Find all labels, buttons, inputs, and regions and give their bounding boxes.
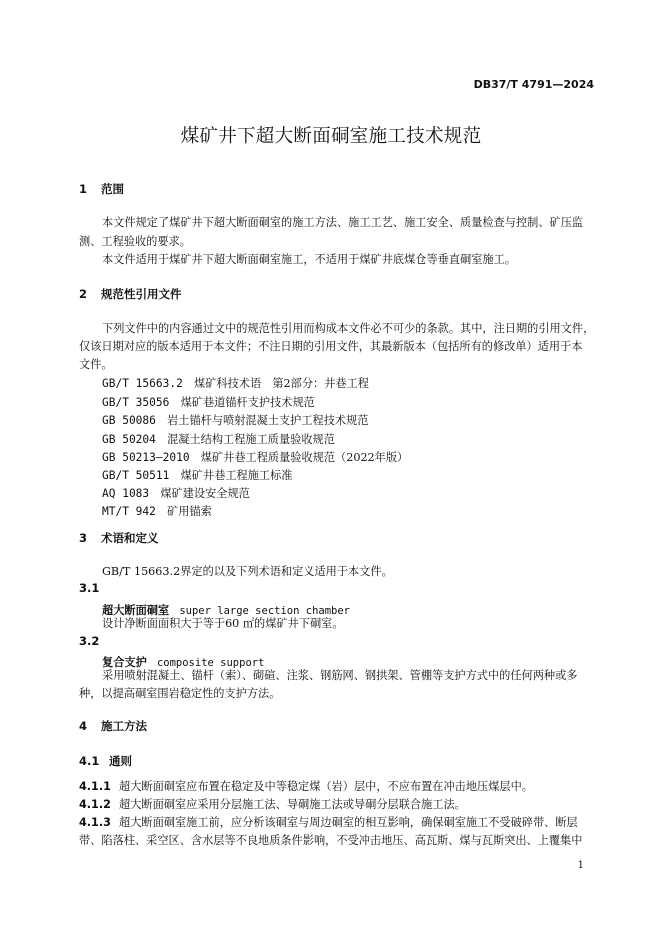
term-chinese: 超大断面硐室 (102, 604, 170, 617)
clause-item (79, 813, 578, 832)
section-number: 3 (79, 531, 88, 545)
reference-name: 煤矿井巷工程质量验收规范（2022年版） (200, 451, 409, 464)
section-title: 范围 (101, 182, 124, 196)
paragraph: GB/T 15663.2界定的以及下列术语和定义适用于本文件。 (102, 565, 393, 578)
section-number: 2 (79, 287, 88, 301)
reference-name: 煤矿科技术语 第2部分：井巷工程 (194, 377, 369, 390)
reference-item (102, 467, 292, 483)
section-3-heading (79, 530, 159, 546)
reference-code: GB 50086 (102, 414, 156, 427)
clause-number: 4.1.3 (79, 816, 111, 829)
reference-name: 煤矿井巷工程施工标准 (180, 469, 293, 482)
standard-number: DB37/T 4791—2024 (473, 78, 594, 91)
clause-text: 超大断面硐室应采用分层施工法、导硐施工法或导硐分层联合施工法。 (119, 798, 466, 811)
subsection-title: 通则 (109, 754, 132, 768)
reference-code: MT/T 942 (102, 505, 156, 518)
section-4-heading (79, 718, 147, 734)
section-title: 施工方法 (101, 719, 147, 733)
reference-code: AQ 1083 (102, 487, 150, 500)
term-english: super large section chamber (179, 605, 350, 617)
reference-code: GB 50213—2010 (102, 451, 190, 464)
reference-name: 矿用锚索 (167, 505, 212, 518)
clause-item (79, 795, 466, 814)
reference-code: GB/T 50511 (102, 469, 170, 482)
reference-item (102, 485, 250, 501)
paragraph-line: 本文件规定了煤矿井下超大断面硐室的施工方法、施工工艺、施工安全、质量检查与控制、矿压监 (102, 216, 584, 229)
document-title: 煤矿井下超大断面硐室施工技术规范 (180, 126, 482, 147)
reference-item (102, 431, 335, 447)
term-number: 3.1 (79, 581, 100, 595)
subsection-heading (79, 753, 132, 769)
paragraph: 本文件适用于煤矿井下超大断面硐室施工，不适用于煤矿井底煤仓等垂直硐室施工。 (102, 253, 516, 266)
paragraph-line: 仅该日期对应的版本适用于本文件；不注日期的引用文件，其最新版本（包括所有的修改单）适用于本 (79, 340, 583, 353)
clause-text: 超大断面硐室施工前，应分析该硐室与周边硐室的相互影响，确保硐室施工不受破碎带、断层 (119, 816, 578, 829)
section-2-heading (79, 286, 182, 302)
reference-code: GB/T 35056 (102, 396, 170, 409)
term-definition: 设计净断面面积大于等于60 ㎡的煤矿井下硐室。 (102, 617, 344, 630)
reference-name: 混凝土结构工程施工质量验收规范 (167, 433, 335, 446)
section-number: 1 (79, 182, 88, 196)
page-number: 1 (577, 860, 584, 871)
reference-code: GB 50204 (102, 433, 156, 446)
clause-continuation: 带、陷落柱、采空区、含水层等不良地质条件影响，不受冲击地压、高瓦斯、煤与瓦斯突出、上覆集中 (79, 834, 583, 847)
term-chinese: 复合支护 (102, 656, 147, 669)
paragraph-line: 测、工程验收的要求。 (79, 235, 191, 248)
term-number: 3.2 (79, 634, 100, 648)
clause-item (79, 777, 533, 796)
subsection-number: 4.1 (79, 754, 100, 768)
term-definition-line: 采用喷射混凝土、锚杆（索）、砌碹、注浆、钢筋网、钢拱架、管棚等支护方式中的任何两种或多 (102, 669, 578, 682)
paragraph-line: 下列文件中的内容通过文中的规范性引用而构成本文件必不可少的条款。其中，注日期的引用文件， (102, 322, 595, 335)
clause-number: 4.1.1 (79, 780, 111, 793)
section-1-heading (79, 181, 124, 197)
reference-item (102, 375, 369, 391)
reference-name: 煤矿建设安全规范 (160, 487, 250, 500)
clause-number: 4.1.2 (79, 798, 111, 811)
term-definition-line: 种，以提高硐室围岩稳定性的支护方法。 (79, 687, 281, 700)
reference-item (102, 394, 315, 410)
section-number: 4 (79, 719, 88, 733)
section-title: 术语和定义 (101, 531, 159, 545)
reference-item (102, 412, 368, 428)
reference-name: 煤矿巷道锚杆支护技术规范 (180, 396, 315, 409)
reference-item (102, 503, 212, 519)
section-title: 规范性引用文件 (101, 287, 182, 301)
reference-code: GB/T 15663.2 (102, 377, 183, 390)
reference-item (102, 449, 408, 465)
term-english: composite support (156, 657, 265, 669)
reference-name: 岩土锚杆与喷射混凝土支护工程技术规范 (167, 414, 369, 427)
paragraph-line: 文件。 (79, 358, 113, 371)
clause-text: 超大断面硐室应布置在稳定及中等稳定煤（岩）层中，不应布置在冲击地压煤层中。 (119, 780, 533, 793)
